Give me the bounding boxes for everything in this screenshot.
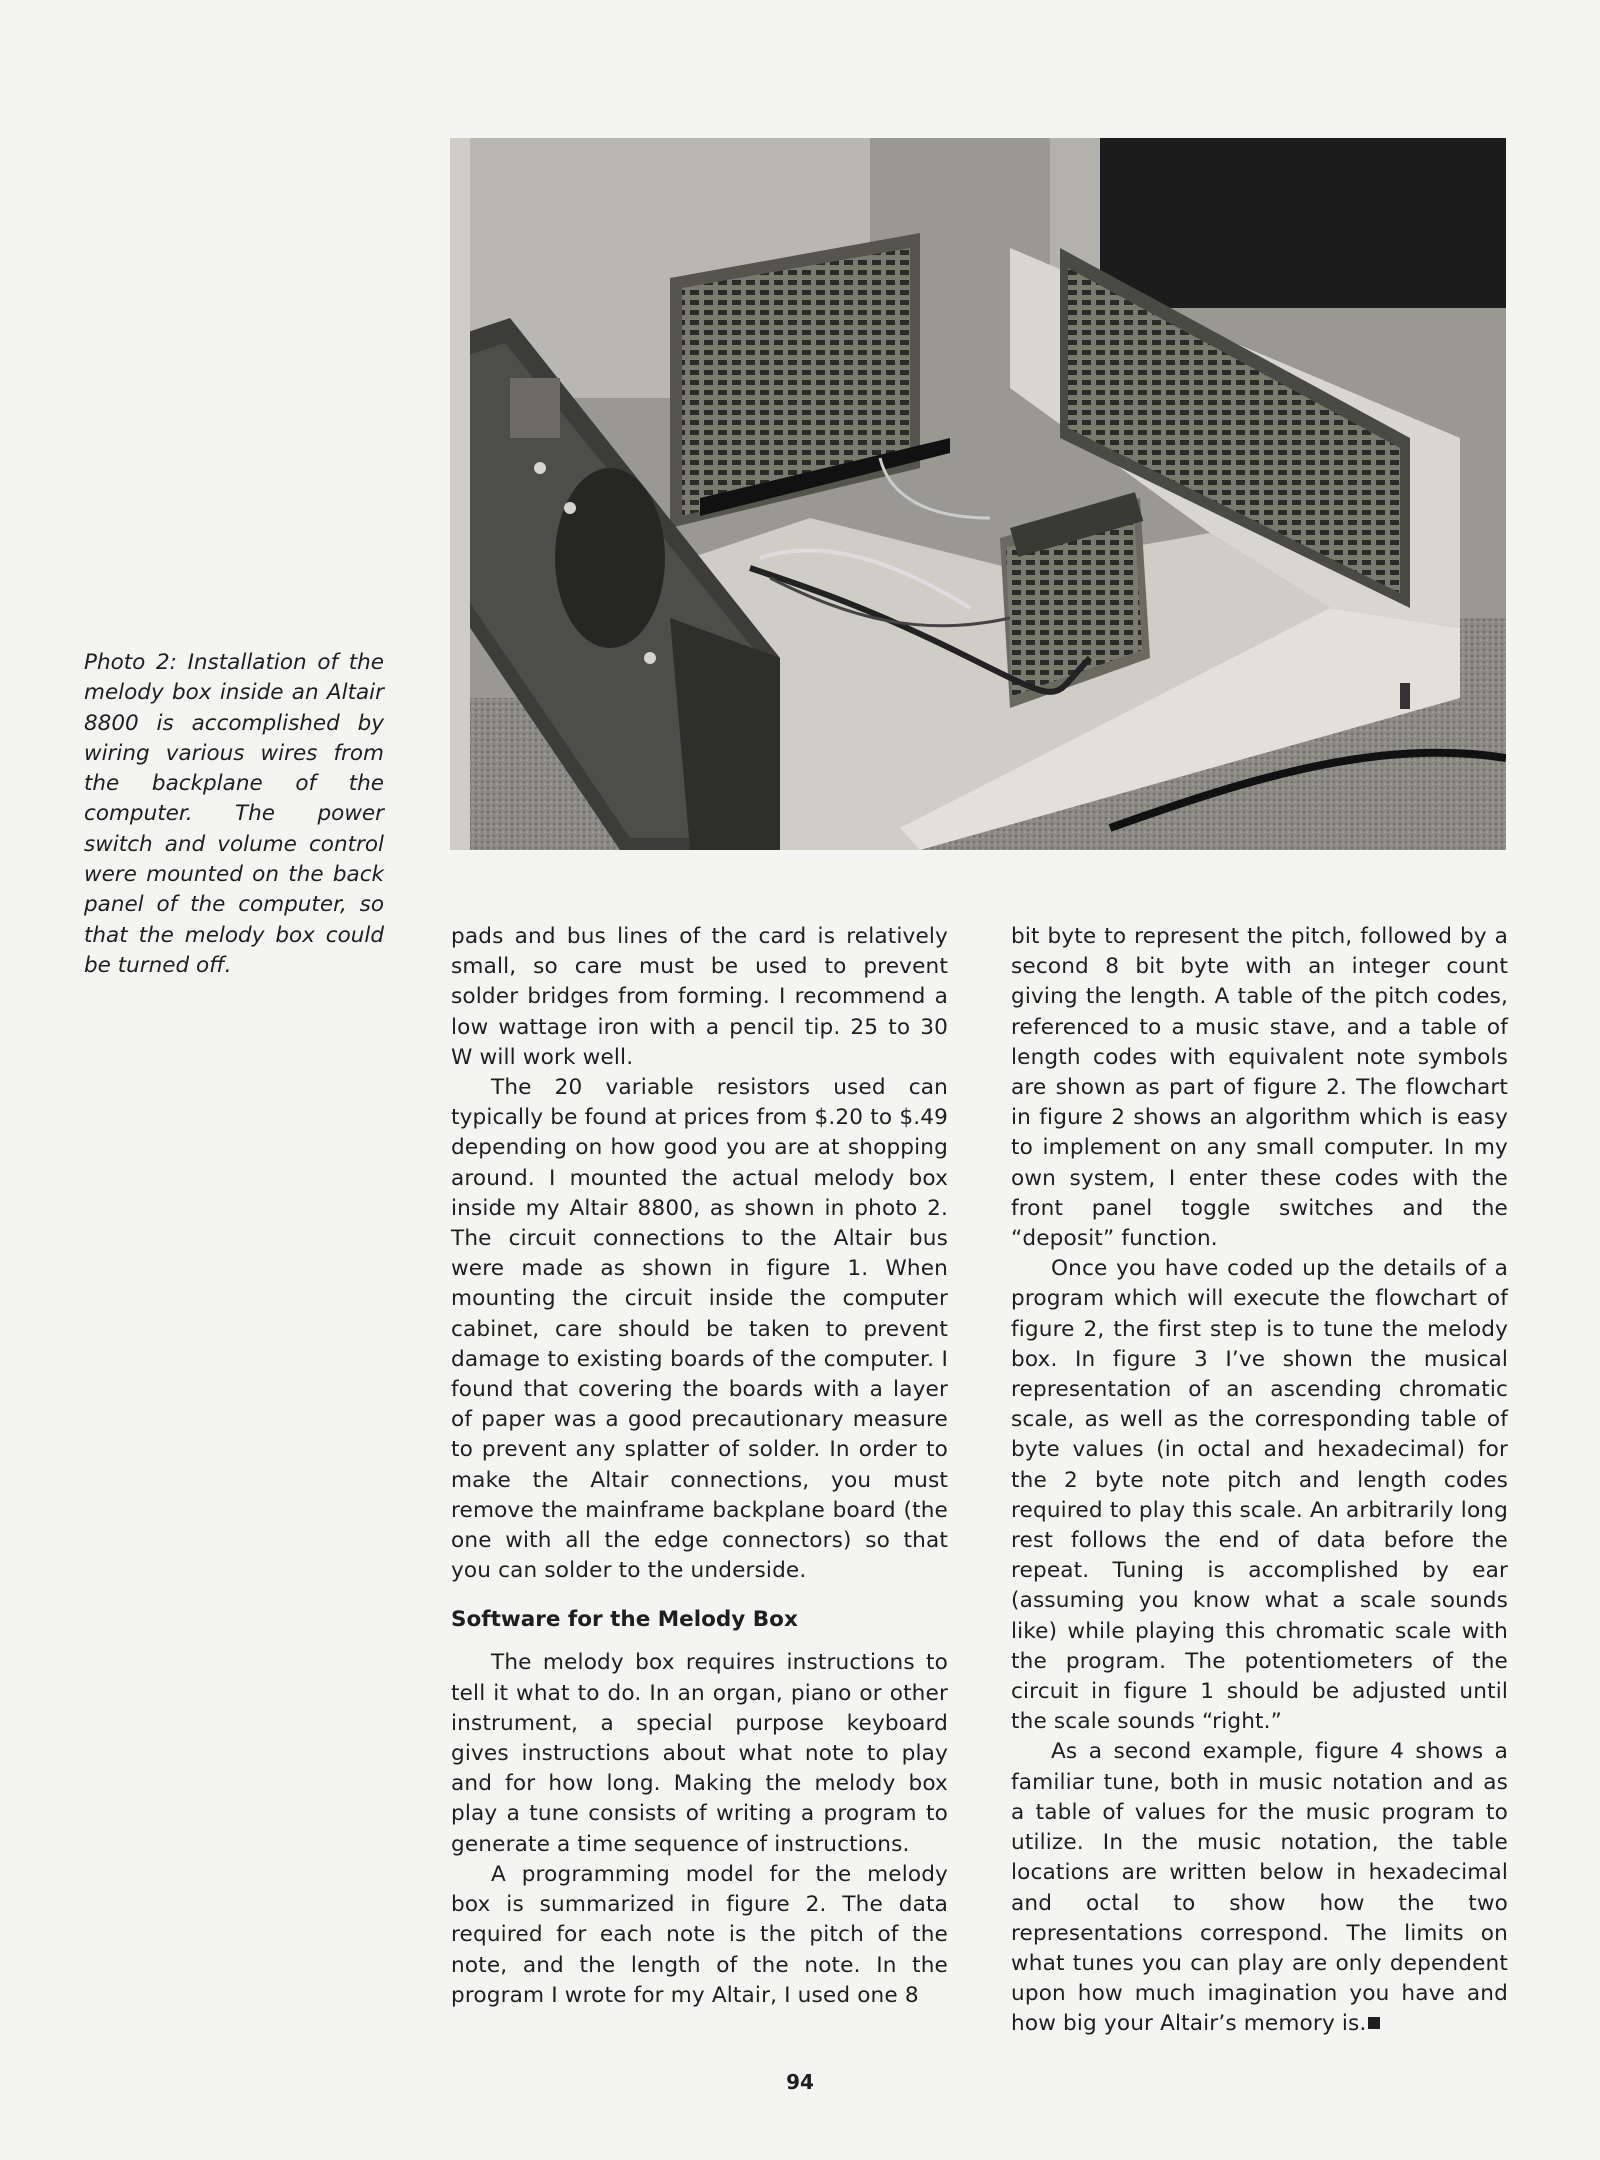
- end-of-article-mark: [1368, 2017, 1380, 2029]
- page-number: 94: [786, 2070, 814, 2094]
- text-column-left: [451, 922, 948, 2011]
- section-heading: Software for the Melody Box: [451, 1607, 798, 1633]
- paragraph: bit byte to represent the pitch, followed by a second 8 bit byte with an integer count giving the length. A table of the pitch codes, referenced to a music stave, and a table of length codes with equivalent note symbols are shown as part of figure 2. The flowchart in figure 2 shows an algorithm which is easy to implement on any small computer. In my own system, I enter these codes with the front panel toggle switches and the “deposit” function.: [1011, 924, 1508, 1252]
- photo-caption: Photo 2: Installation of the melody box inside an Altair 8800 is accomplished by wiring various wires from the backplane of the computer. The power switch and volume control were mounted on the back panel of the computer, so that the melody box could be turned off.: [84, 650, 384, 978]
- paragraph: pads and bus lines of the card is relatively small, so care must be used to prevent solder bridges from forming. I recommend a low wattage iron with a pencil tip. 25 to 30 W will work well.: [451, 924, 948, 1070]
- paragraph: A programming model for the melody box is summarized in figure 2. The data required for each note is the pitch of the note, and the length of the note. In the program I wrote for my Altair, I used one 8: [451, 1861, 948, 2008]
- text-column-right: [1011, 922, 1508, 2040]
- paragraph: The 20 variable resistors used can typically be found at prices from $.20 to $.49 depending on how good you are at shopping around. I mounted the actual melody box inside my Altair 8800, as shown in photo 2. The circuit connections to the Altair bus were made as shown in figure 1. When mounting the circuit inside the computer cabinet, care should be taken to prevent damage to existing boards of the computer. I found that covering the boards with a layer of paper was a good precautionary measure to prevent any splatter of solder. In order to make the Altair connections, you must remove the mainframe backplane board (the one with all the edge connectors) so that you can solder to the underside.: [451, 1075, 948, 1584]
- altair-photo-illustration: [450, 138, 1506, 850]
- altair-photo: [450, 138, 1506, 850]
- paragraph: [1011, 1737, 1508, 2039]
- paragraph: Once you have coded up the details of a program which will execute the flowchart of figure 2, the first step is to tune the melody box. In figure 3 I’ve shown the musical representation of an ascending chromatic scale, as well as the corresponding table of byte values (in octal and hexadecimal) for the 2 byte note pitch and length codes required to play this scale. An arbitrarily long rest follows the end of data before the repeat. Tuning is accomplished by ear (assuming you know what a scale sounds like) while playing this chromatic scale with the program. The potentiometers of the circuit in figure 1 should be adjusted until the scale sounds “right.”: [1011, 1256, 1508, 1735]
- paragraph: The melody box requires instructions to tell it what to do. In an organ, piano or other instrument, a special purpose keyboard gives instructions about what note to play and for how long. Making the melody box play a tune consists of writing a program to generate a time sequence of instructions.: [451, 1650, 948, 1857]
- paragraph-text: As a second example, figure 4 shows a familiar tune, both in music notation and as a table of values for the music program to utilize. In the music notation, the table locations are written below in hexadecimal and octal to show how the two representations correspond. The limits on what tunes you can play are only dependent upon how much imagination you have and how big your Altair’s memory is.: [1011, 1739, 1508, 2037]
